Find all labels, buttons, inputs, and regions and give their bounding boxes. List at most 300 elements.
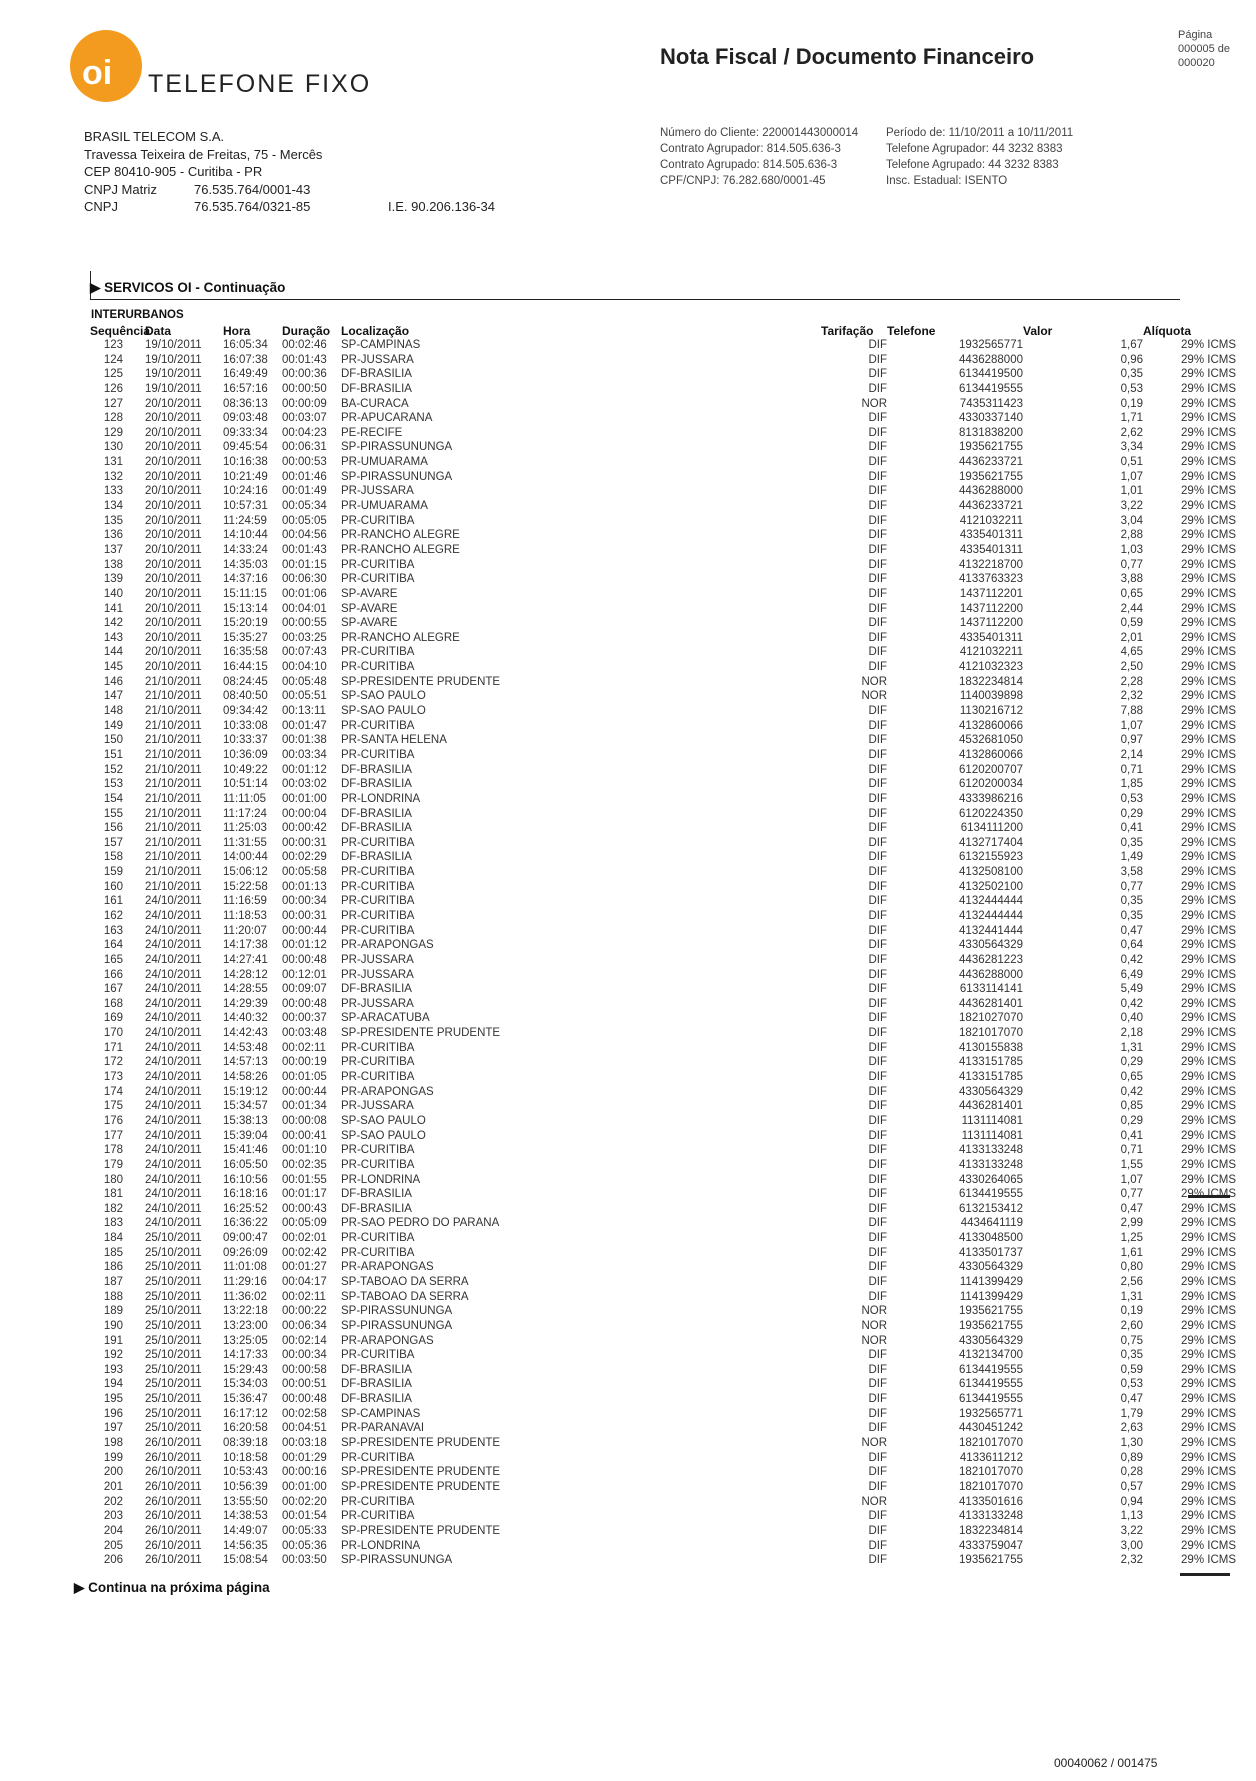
- cell-duracao: 00:06:34: [282, 1319, 327, 1332]
- cell-tarifacao: DIF: [868, 631, 887, 644]
- cell-localizacao: PE-RECIFE: [341, 426, 403, 439]
- cell-tarifacao: DIF: [868, 1276, 887, 1288]
- cell-tarifacao: DIF: [868, 470, 887, 483]
- cell-hora: 10:53:43: [223, 1466, 268, 1479]
- cell-data: 25/10/2011: [145, 1261, 202, 1274]
- cell-data: 25/10/2011: [145, 1393, 202, 1406]
- cell-telefone: 4436281401: [959, 1100, 1023, 1113]
- cell-valor: 6,49: [1120, 968, 1143, 981]
- table-row: [90, 645, 1236, 660]
- cell-localizacao: SP-PRESIDENTE PRUDENTE: [341, 1437, 501, 1450]
- cell-aliquota: 29% ICMS: [1181, 1305, 1236, 1318]
- cell-tarifacao: DIF: [868, 1510, 887, 1523]
- cell-hora: 14:38:53: [223, 1510, 268, 1523]
- cell-localizacao: PR-RANCHO ALEGRE: [341, 529, 460, 542]
- cell-sequencia: 131: [103, 456, 123, 469]
- cell-sequencia: 147: [103, 690, 123, 703]
- cell-tarifacao: DIF: [868, 924, 887, 937]
- cell-localizacao: SP-PRESIDENTE PRUDENTE: [341, 1480, 501, 1493]
- cell-localizacao: PR-CURITIBA: [341, 909, 415, 922]
- cell-sequencia: 205: [103, 1539, 123, 1552]
- cell-localizacao: PR-UMUARAMA: [341, 456, 428, 469]
- cell-duracao: 00:07:43: [282, 646, 327, 659]
- cell-aliquota: 29% ICMS: [1181, 1188, 1236, 1201]
- cell-sequencia: 141: [103, 602, 123, 615]
- table-row: [90, 660, 1236, 675]
- cell-tarifacao: DIF: [868, 792, 887, 805]
- cell-localizacao: PR-ARAPONGAS: [341, 1334, 434, 1347]
- cell-duracao: 00:05:36: [282, 1539, 327, 1552]
- cell-localizacao: PR-JUSSARA: [341, 968, 414, 981]
- cell-data: 21/10/2011: [145, 734, 202, 747]
- cell-localizacao: PR-LONDRINA: [341, 1173, 421, 1186]
- cell-data: 25/10/2011: [145, 1319, 202, 1332]
- cell-duracao: 00:02:35: [282, 1158, 327, 1171]
- table-row: [90, 968, 1236, 983]
- cell-hora: 14:29:39: [223, 997, 268, 1010]
- cell-sequencia: 202: [103, 1495, 123, 1508]
- cell-duracao: 00:00:42: [282, 822, 327, 835]
- cell-duracao: 00:01:17: [282, 1188, 327, 1201]
- cell-localizacao: PR-CURITIBA: [341, 514, 415, 527]
- cell-tarifacao: DIF: [868, 1554, 887, 1567]
- table-row: [90, 1539, 1236, 1554]
- cell-duracao: 00:03:50: [282, 1554, 327, 1567]
- cell-hora: 14:42:43: [223, 1027, 268, 1040]
- cell-data: 24/10/2011: [145, 1144, 202, 1157]
- cell-aliquota: 29% ICMS: [1181, 997, 1236, 1010]
- cell-data: 21/10/2011: [145, 778, 202, 791]
- cell-aliquota: 29% ICMS: [1181, 631, 1236, 644]
- cell-tarifacao: DIF: [868, 734, 887, 747]
- cell-duracao: 00:01:46: [282, 470, 327, 483]
- cell-tarifacao: DIF: [868, 617, 887, 630]
- cell-data: 24/10/2011: [145, 1129, 202, 1142]
- cell-duracao: 00:01:29: [282, 1451, 327, 1464]
- inscricao-estadual: I.E. 90.206.136-34: [388, 199, 495, 214]
- cell-sequencia: 185: [103, 1246, 123, 1259]
- cnpj-matriz-label: CNPJ Matriz: [84, 181, 157, 197]
- table-row: [90, 1129, 1236, 1144]
- cell-hora: 16:36:22: [223, 1217, 268, 1230]
- cpf-cnpj: CPF/CNPJ: 76.282.680/0001-45: [660, 175, 826, 187]
- cell-aliquota: 29% ICMS: [1181, 909, 1236, 922]
- cell-data: 24/10/2011: [145, 1114, 202, 1127]
- table-row: [90, 470, 1236, 485]
- cell-tarifacao: DIF: [868, 763, 887, 776]
- cell-duracao: 00:03:18: [282, 1437, 327, 1450]
- cell-localizacao: DF-BRASILIA: [341, 778, 412, 791]
- cell-aliquota: 29% ICMS: [1181, 602, 1236, 615]
- cell-tarifacao: NOR: [861, 690, 887, 703]
- cell-localizacao: DF-BRASILIA: [341, 382, 412, 395]
- cell-hora: 16:25:52: [223, 1202, 268, 1215]
- cell-aliquota: 29% ICMS: [1181, 368, 1236, 381]
- cell-tarifacao: DIF: [868, 1290, 887, 1303]
- contrato-agrupado: Contrato Agrupado: 814.505.636-3: [660, 159, 838, 171]
- cell-tarifacao: DIF: [868, 1041, 887, 1054]
- cell-valor: 0,94: [1120, 1495, 1143, 1508]
- cell-duracao: 00:00:58: [282, 1363, 327, 1376]
- table-row: [90, 484, 1236, 499]
- cell-aliquota: 29% ICMS: [1181, 983, 1236, 996]
- cell-data: 24/10/2011: [145, 953, 202, 966]
- cell-data: 25/10/2011: [145, 1305, 202, 1318]
- cell-sequencia: 178: [103, 1144, 123, 1157]
- cell-aliquota: 29% ICMS: [1181, 1437, 1236, 1450]
- cell-localizacao: SP-ARACATUBA: [341, 1012, 430, 1025]
- cell-hora: 14:27:41: [223, 953, 268, 966]
- cell-tarifacao: DIF: [868, 968, 887, 981]
- cell-duracao: 00:01:15: [282, 558, 327, 571]
- cell-tarifacao: NOR: [861, 675, 887, 688]
- telefone-agrupador: Telefone Agrupador: 44 3232 8383: [886, 143, 1063, 155]
- cell-duracao: 00:00:34: [282, 895, 327, 908]
- cell-telefone: 4133501737: [959, 1246, 1023, 1259]
- contrato-agrupador: Contrato Agrupador: 814.505.636-3: [660, 143, 841, 155]
- cell-tarifacao: DIF: [868, 836, 887, 849]
- cell-tarifacao: DIF: [868, 1451, 887, 1464]
- table-row: [90, 367, 1236, 382]
- company-cep: CEP 80410-905 - Curitiba - PR: [84, 164, 263, 179]
- cell-tarifacao: DIF: [868, 485, 887, 498]
- cell-telefone: 4335401311: [959, 543, 1023, 556]
- cell-sequencia: 136: [103, 529, 123, 542]
- cell-telefone: 1932565771: [959, 339, 1023, 351]
- cell-tarifacao: DIF: [868, 514, 887, 527]
- table-header-row: [90, 325, 1236, 338]
- cell-valor: 0,35: [1120, 895, 1143, 908]
- cell-telefone: 4121032211: [959, 646, 1023, 659]
- cell-sequencia: 174: [103, 1085, 123, 1098]
- cell-data: 24/10/2011: [145, 895, 202, 908]
- table-row: [90, 1041, 1236, 1056]
- cell-localizacao: PR-JUSSARA: [341, 353, 414, 366]
- cell-sequencia: 180: [103, 1173, 123, 1186]
- cell-valor: 0,77: [1120, 1188, 1143, 1201]
- cell-telefone: 4330564329: [959, 1085, 1023, 1098]
- cell-sequencia: 168: [103, 997, 123, 1010]
- table-row: [90, 1363, 1236, 1378]
- cell-valor: 0,75: [1120, 1334, 1143, 1347]
- cell-telefone: 1832234814: [959, 675, 1023, 688]
- cell-telefone: 1821017070: [959, 1466, 1023, 1479]
- table-row: [90, 1070, 1236, 1085]
- cell-sequencia: 124: [103, 353, 123, 366]
- cell-valor: 3,34: [1120, 441, 1143, 454]
- cell-valor: 0,51: [1120, 456, 1143, 469]
- cell-duracao: 00:03:07: [282, 412, 327, 425]
- cell-hora: 10:57:31: [223, 500, 268, 513]
- cell-aliquota: 29% ICMS: [1181, 1012, 1236, 1025]
- table-row: [90, 1495, 1236, 1510]
- cell-aliquota: 29% ICMS: [1181, 339, 1236, 351]
- cell-hora: 14:28:12: [223, 968, 268, 981]
- cell-hora: 14:56:35: [223, 1539, 268, 1552]
- table-row: [90, 836, 1236, 851]
- cell-hora: 15:20:19: [223, 617, 268, 630]
- table-row: [90, 1011, 1236, 1026]
- cell-valor: 2,56: [1120, 1276, 1143, 1288]
- cell-aliquota: 29% ICMS: [1181, 1495, 1236, 1508]
- cell-sequencia: 206: [103, 1554, 123, 1567]
- table-row: [90, 1436, 1236, 1451]
- cell-valor: 2,63: [1120, 1422, 1143, 1435]
- cell-tarifacao: DIF: [868, 1144, 887, 1157]
- cell-aliquota: 29% ICMS: [1181, 1027, 1236, 1040]
- table-row: [90, 572, 1236, 587]
- cell-aliquota: 29% ICMS: [1181, 792, 1236, 805]
- cell-duracao: 00:09:07: [282, 983, 327, 996]
- cell-telefone: 6134419500: [959, 368, 1023, 381]
- cell-data: 20/10/2011: [145, 500, 202, 513]
- cell-duracao: 00:01:43: [282, 543, 327, 556]
- table-row: [90, 1524, 1236, 1539]
- cell-hora: 10:49:22: [223, 763, 268, 776]
- cell-duracao: 00:02:46: [282, 339, 327, 351]
- cell-duracao: 00:01:54: [282, 1510, 327, 1523]
- cell-telefone: 6120200707: [959, 763, 1023, 776]
- cell-hora: 13:25:05: [223, 1334, 268, 1347]
- cell-aliquota: 29% ICMS: [1181, 587, 1236, 600]
- cell-telefone: 4133133248: [959, 1158, 1023, 1171]
- brand-name: TELEFONE FIXO: [148, 70, 372, 98]
- cell-data: 25/10/2011: [145, 1232, 202, 1245]
- cell-sequencia: 190: [103, 1319, 123, 1332]
- cell-localizacao: PR-CURITIBA: [341, 558, 415, 571]
- cell-localizacao: DF-BRASILIA: [341, 807, 412, 820]
- cell-data: 20/10/2011: [145, 617, 202, 630]
- cell-sequencia: 169: [103, 1012, 123, 1025]
- cell-hora: 15:22:58: [223, 880, 268, 893]
- cell-hora: 14:35:03: [223, 558, 268, 571]
- cell-data: 20/10/2011: [145, 514, 202, 527]
- cell-aliquota: 29% ICMS: [1181, 851, 1236, 864]
- cell-localizacao: DF-BRASILIA: [341, 1393, 412, 1406]
- cell-aliquota: 29% ICMS: [1181, 1071, 1236, 1084]
- cell-tarifacao: DIF: [868, 1378, 887, 1391]
- cell-sequencia: 159: [103, 866, 123, 879]
- cell-data: 19/10/2011: [145, 339, 202, 351]
- cell-duracao: 00:01:05: [282, 1071, 327, 1084]
- cell-duracao: 00:12:01: [282, 968, 327, 981]
- table-row: [90, 924, 1236, 939]
- cell-sequencia: 171: [103, 1041, 123, 1054]
- cell-valor: 2,28: [1120, 675, 1143, 688]
- cell-data: 26/10/2011: [145, 1437, 202, 1450]
- cell-data: 24/10/2011: [145, 1027, 202, 1040]
- table-row: [90, 1480, 1236, 1495]
- cell-sequencia: 134: [103, 500, 123, 513]
- cell-valor: 0,97: [1120, 734, 1143, 747]
- cell-hora: 14:58:26: [223, 1071, 268, 1084]
- cell-data: 25/10/2011: [145, 1378, 202, 1391]
- cell-aliquota: 29% ICMS: [1181, 1202, 1236, 1215]
- table-row: [90, 602, 1236, 617]
- cell-tarifacao: NOR: [861, 1319, 887, 1332]
- cell-valor: 0,85: [1120, 1100, 1143, 1113]
- cell-hora: 15:39:04: [223, 1129, 268, 1142]
- cell-telefone: 4430451242: [959, 1422, 1023, 1435]
- page-label: Página: [1178, 29, 1213, 41]
- cell-sequencia: 189: [103, 1305, 123, 1318]
- cell-duracao: 00:02:42: [282, 1246, 327, 1259]
- inscricao-estadual-cliente: Insc. Estadual: ISENTO: [886, 175, 1008, 187]
- cell-data: 25/10/2011: [145, 1246, 202, 1259]
- cnpj-label: CNPJ: [84, 199, 118, 214]
- cell-hora: 16:35:58: [223, 646, 268, 659]
- cell-sequencia: 200: [103, 1466, 123, 1479]
- cell-tarifacao: DIF: [868, 1363, 887, 1376]
- cell-hora: 08:36:13: [223, 397, 268, 410]
- cell-aliquota: 29% ICMS: [1181, 1290, 1236, 1303]
- cell-telefone: 4436233721: [959, 456, 1023, 469]
- customer-info-left: [660, 125, 858, 189]
- cell-duracao: 00:03:02: [282, 778, 327, 791]
- table-row: [90, 616, 1236, 631]
- cell-valor: 0,77: [1120, 558, 1143, 571]
- cell-tarifacao: DIF: [868, 1027, 887, 1040]
- cell-hora: 10:16:38: [223, 456, 268, 469]
- cell-tarifacao: DIF: [868, 1480, 887, 1493]
- section-title: ▶ SERVICOS OI - Continuação: [90, 280, 286, 295]
- table-row: [90, 1173, 1236, 1188]
- cell-data: 26/10/2011: [145, 1524, 202, 1537]
- table-row: [90, 1392, 1236, 1407]
- cell-telefone: 1821027070: [959, 1012, 1023, 1025]
- cell-telefone: 4132508100: [959, 866, 1023, 879]
- col-valor: Valor: [1023, 324, 1053, 338]
- cell-tarifacao: DIF: [868, 1100, 887, 1113]
- cell-aliquota: 29% ICMS: [1181, 880, 1236, 893]
- cell-valor: 0,47: [1120, 1393, 1143, 1406]
- cell-telefone: 4132444444: [959, 909, 1023, 922]
- cell-duracao: 00:06:30: [282, 573, 327, 586]
- cell-hora: 14:33:24: [223, 543, 268, 556]
- cell-duracao: 00:01:00: [282, 792, 327, 805]
- cell-valor: 2,99: [1120, 1217, 1143, 1230]
- cell-tarifacao: DIF: [868, 1085, 887, 1098]
- cell-duracao: 00:03:48: [282, 1027, 327, 1040]
- cell-telefone: 4121032211: [959, 514, 1023, 527]
- cell-duracao: 00:01:27: [282, 1261, 327, 1274]
- cell-tarifacao: DIF: [868, 456, 887, 469]
- page-info: [1178, 28, 1252, 70]
- cell-valor: 0,41: [1120, 822, 1143, 835]
- cell-localizacao: PR-CURITIBA: [341, 1246, 415, 1259]
- cell-telefone: 4133151785: [959, 1056, 1023, 1069]
- cell-telefone: 4436288000: [959, 485, 1023, 498]
- cell-sequencia: 170: [103, 1027, 123, 1040]
- cell-telefone: 4133611212: [959, 1451, 1023, 1464]
- table-row: [90, 1451, 1236, 1466]
- table-row: [90, 938, 1236, 953]
- cell-valor: 1,25: [1120, 1232, 1143, 1245]
- cell-data: 24/10/2011: [145, 1071, 202, 1084]
- cell-telefone: 4333759047: [959, 1539, 1023, 1552]
- cell-aliquota: 29% ICMS: [1181, 470, 1236, 483]
- cell-aliquota: 29% ICMS: [1181, 617, 1236, 630]
- cell-hora: 14:40:32: [223, 1012, 268, 1025]
- cell-telefone: 1141399429: [959, 1290, 1023, 1303]
- table-row: [90, 1553, 1236, 1568]
- table-row: [90, 455, 1236, 470]
- cell-duracao: 00:01:34: [282, 1100, 327, 1113]
- cell-duracao: 00:02:14: [282, 1334, 327, 1347]
- cell-hora: 15:38:13: [223, 1114, 268, 1127]
- cell-localizacao: PR-RANCHO ALEGRE: [341, 543, 460, 556]
- cell-localizacao: PR-PARANAVAI: [341, 1422, 425, 1435]
- cell-data: 20/10/2011: [145, 529, 202, 542]
- cell-duracao: 00:01:12: [282, 763, 327, 776]
- cnpj-value: 76.535.764/0321-85: [194, 199, 311, 214]
- cell-duracao: 00:05:51: [282, 690, 327, 703]
- cell-aliquota: 29% ICMS: [1181, 1524, 1236, 1537]
- cell-duracao: 00:02:11: [282, 1041, 326, 1054]
- cell-data: 26/10/2011: [145, 1539, 202, 1552]
- cell-localizacao: PR-SANTA HELENA: [341, 734, 447, 747]
- cell-telefone: 4333986216: [959, 792, 1023, 805]
- cell-hora: 11:36:02: [223, 1290, 267, 1303]
- cell-valor: 3,04: [1120, 514, 1143, 527]
- cell-aliquota: 29% ICMS: [1181, 500, 1236, 513]
- cell-telefone: 1130216712: [959, 705, 1023, 718]
- cell-aliquota: 29% ICMS: [1181, 1334, 1236, 1347]
- cell-aliquota: 29% ICMS: [1181, 1129, 1236, 1142]
- cell-sequencia: 181: [103, 1188, 123, 1201]
- calls-table: [90, 325, 1236, 1568]
- cell-hora: 16:17:12: [223, 1407, 268, 1420]
- cell-duracao: 00:05:34: [282, 500, 327, 513]
- cell-duracao: 00:02:58: [282, 1407, 327, 1420]
- cell-hora: 11:01:08: [223, 1261, 267, 1274]
- billing-period: Período de: 11/10/2011 a 10/11/2011: [886, 127, 1074, 139]
- cell-telefone: 1935621755: [959, 1305, 1023, 1318]
- cell-localizacao: DF-BRASILIA: [341, 763, 412, 776]
- cell-localizacao: PR-ARAPONGAS: [341, 939, 434, 952]
- cell-telefone: 6134419555: [959, 1363, 1023, 1376]
- cell-tarifacao: DIF: [868, 880, 887, 893]
- cell-localizacao: PR-CURITIBA: [341, 661, 415, 674]
- cell-valor: 1,07: [1120, 470, 1143, 483]
- cell-valor: 3,88: [1120, 573, 1143, 586]
- cell-sequencia: 154: [103, 792, 123, 805]
- cell-hora: 14:53:48: [223, 1041, 268, 1054]
- table-row: [90, 1260, 1236, 1275]
- cell-hora: 14:17:38: [223, 939, 268, 952]
- cell-valor: 1,01: [1120, 485, 1143, 498]
- cell-duracao: 00:04:01: [282, 602, 327, 615]
- cell-valor: 2,01: [1120, 631, 1143, 644]
- cell-telefone: 6132153412: [959, 1202, 1023, 1215]
- cell-telefone: 4330564329: [959, 939, 1023, 952]
- cell-valor: 0,42: [1120, 953, 1143, 966]
- cell-data: 24/10/2011: [145, 1202, 202, 1215]
- cell-data: 20/10/2011: [145, 441, 202, 454]
- cell-tarifacao: DIF: [868, 1246, 887, 1259]
- cell-duracao: 00:06:31: [282, 441, 327, 454]
- cell-telefone: 6120200034: [959, 778, 1023, 791]
- table-row: [90, 1290, 1236, 1305]
- cell-aliquota: 29% ICMS: [1181, 353, 1236, 366]
- cell-hora: 11:24:59: [223, 514, 267, 527]
- cell-localizacao: SP-SAO PAULO: [341, 1129, 426, 1142]
- cell-data: 20/10/2011: [145, 485, 202, 498]
- table-row: [90, 1465, 1236, 1480]
- cell-localizacao: SP-AVARE: [341, 617, 398, 630]
- cell-localizacao: DF-BRASILIA: [341, 1363, 412, 1376]
- cell-aliquota: 29% ICMS: [1181, 690, 1236, 703]
